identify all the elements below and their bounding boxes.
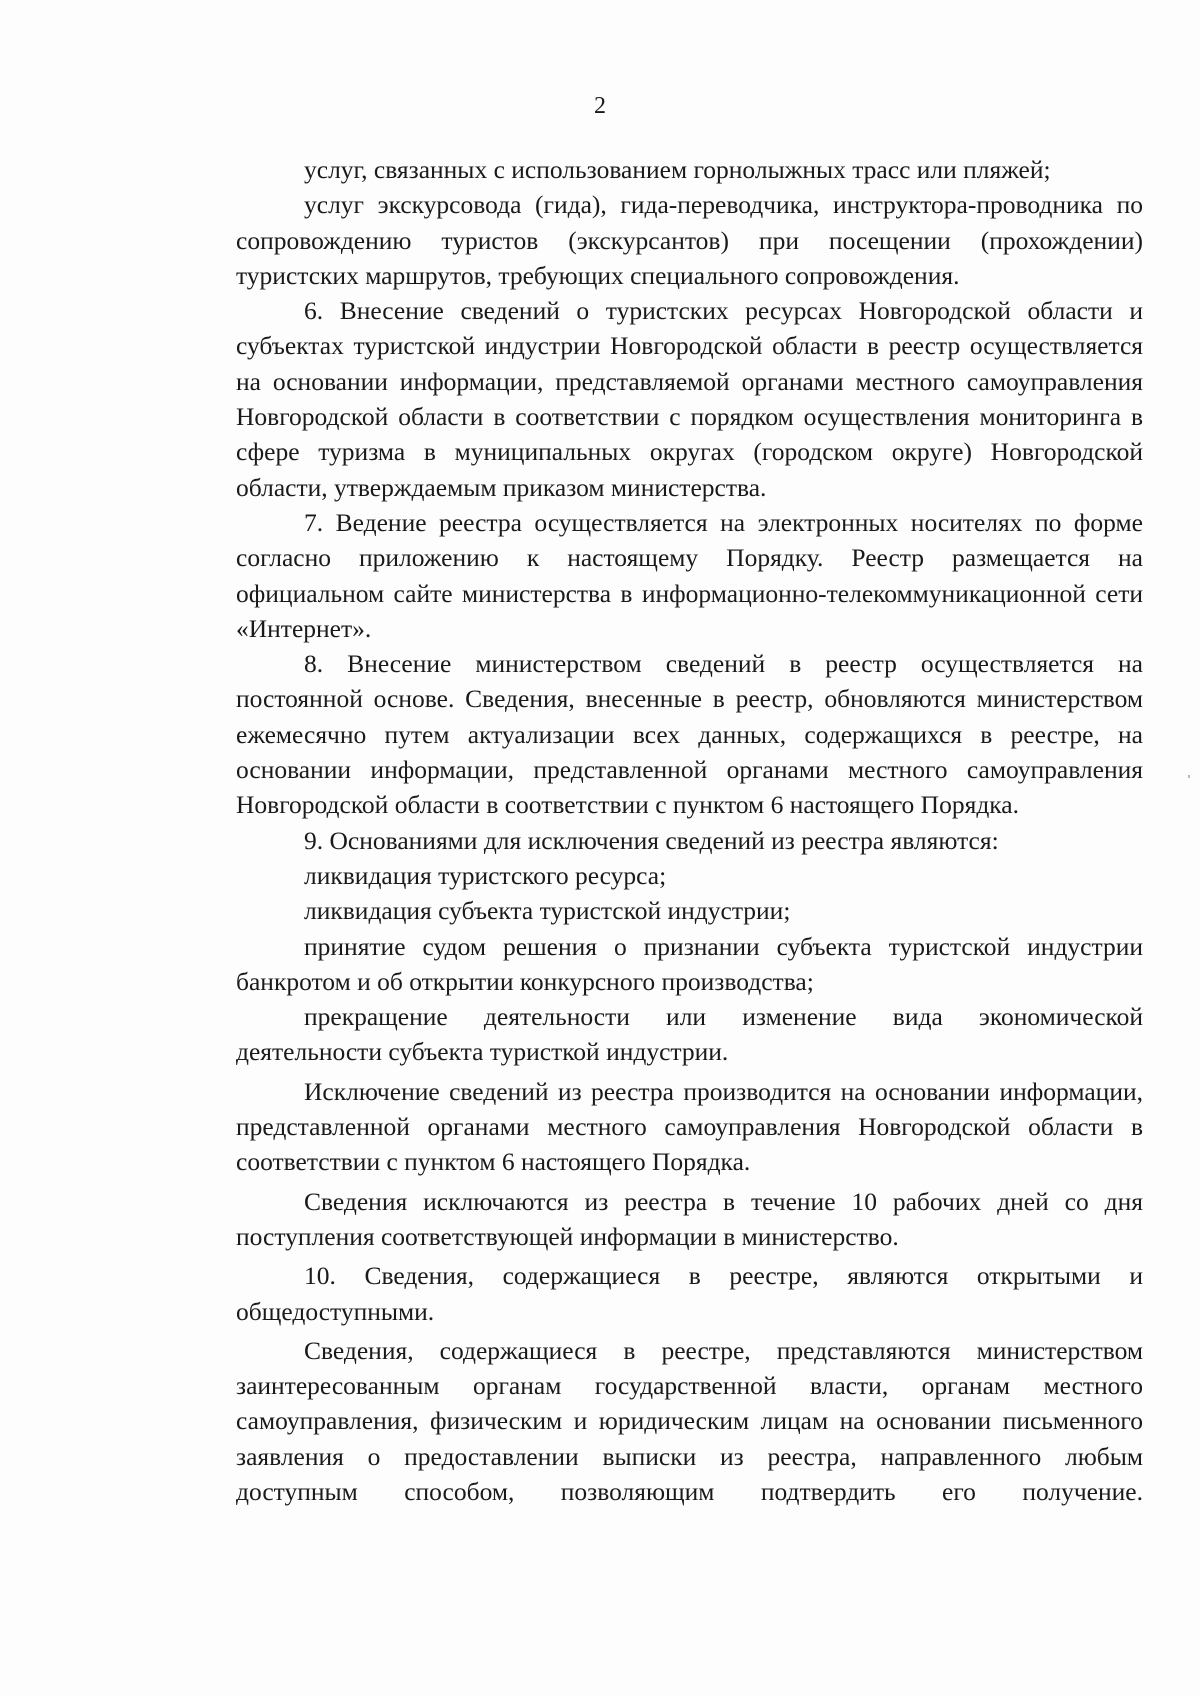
document-body xyxy=(236,152,1143,1509)
paragraph-item-8: 8. Внесение министерством сведений в реестр осуществляется на постоянной основе. Сведения, внесенные в реестр, обновляются министерством ежемесячно путем актуализации всех данных, содержащихся в реестре, на основании информации, представленной органами местного самоуправления Новгородской области в соответствии с пунктом 6 настоящего Порядка. xyxy=(236,649,1143,820)
paragraph-termination: прекращение деятельности или изменение вида экономической деятельности субъекта туристкой индустрии. xyxy=(236,1002,1143,1067)
paragraph-item-7: 7. Ведение реестра осуществляется на электронных носителях по форме согласно приложению к настоящему Порядку. Реестр размещается на официальном сайте министерства в информационно-телекоммуникационной сети «Интернет». xyxy=(236,507,1143,643)
paragraph-item-9: 9. Основаниями для исключения сведений из реестра являются: xyxy=(304,825,999,855)
page-number: 2 xyxy=(594,93,606,119)
paragraph-info-provision: Сведения, содержащиеся в реестре, представляются министерством заинтересованным органам государственной власти, органам местного самоуправления, физическим и юридическим лицам на основании письменного заявления о предоставлении выписки из реестра, направленного любым доступным способом, позволяющим подтвердить его получение. xyxy=(236,1335,1143,1506)
paragraph-item-10: 10. Сведения, содержащиеся в реестре, являются открытыми и общедоступными. xyxy=(236,1261,1143,1326)
paragraph-ski-beach-services: услуг, связанных с использованием горнолыжных трасс или пляжей; xyxy=(304,155,1051,184)
paragraph-guide-services: услуг экскурсовода (гида), гида-переводчика, инструктора-проводника по сопровождению туристов (экскурсантов) при посещении (прохождении) туристских маршрутов, требующих специального сопровождения. xyxy=(236,190,1143,290)
paragraph-item-6: 6. Внесение сведений о туристских ресурсах Новгородской области и субъектах туристской индустрии Новгородской области в реестр осуществляется на основании информации, представляемой органами местного самоуправления Новгородской области в соответствии с порядком осуществления мониторинга в сфере туризма в муниципальных округах (городском округе) Новгородской области, утверждаемым приказом министерства. xyxy=(236,296,1143,502)
paragraph-liquidation-subject: ликвидация субъекта туристской индустрии; xyxy=(304,896,791,926)
paragraph-liquidation-resource: ликвидация туристского ресурса; xyxy=(304,860,667,890)
paragraph-exclusion-basis: Исключение сведений из реестра производится на основании информации, представленной органами местного самоуправления Новгородской области в соответствии с пунктом 6 настоящего Порядка. xyxy=(236,1076,1143,1177)
scan-artifact xyxy=(1188,775,1190,778)
paragraph-exclusion-term: Сведения исключаются из реестра в течение 10 рабочих дней со дня поступления соответствующей информации в министерство. xyxy=(236,1186,1143,1251)
paragraph-bankruptcy: принятие судом решения о признании субъекта туристской индустрии банкротом и об открытии конкурсного производства; xyxy=(236,931,1143,996)
